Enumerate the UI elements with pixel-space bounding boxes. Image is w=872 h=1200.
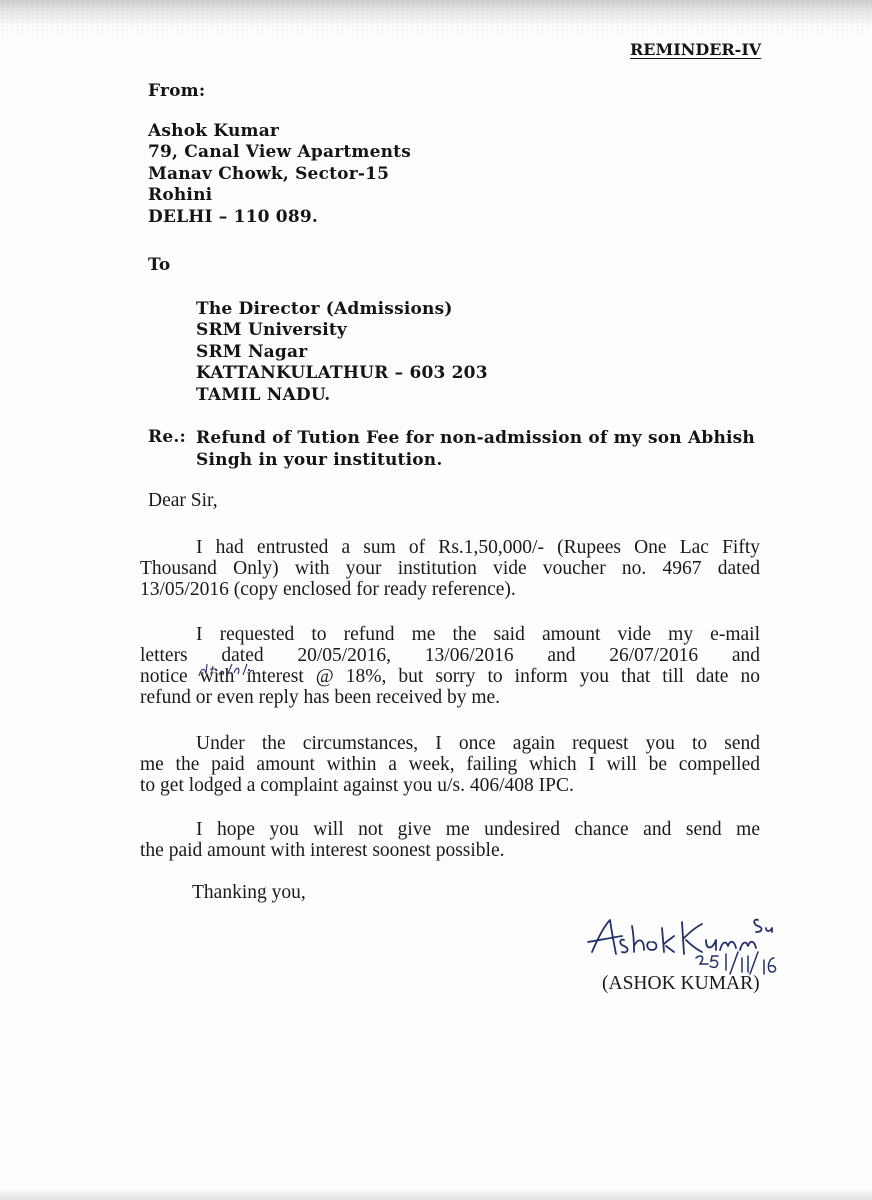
paragraph-line: notice with interest @ 18%, but sorry to inform you that till date no <box>140 666 760 687</box>
sender-line: DELHI – 110 089. <box>148 206 319 227</box>
paragraph-line: I hope you will not give me undesired chance and send me <box>196 819 760 840</box>
body-paragraph-3 <box>140 733 760 796</box>
reminder-heading: REMINDER-IV <box>630 40 762 59</box>
recipient-line: KATTANKULATHUR – 603 203 <box>196 363 488 384</box>
recipient-line: SRM University <box>196 320 347 341</box>
from-label: From: <box>148 81 206 101</box>
sender-line: 79, Canal View Apartments <box>148 142 411 163</box>
recipient-line: SRM Nagar <box>196 341 308 362</box>
closing: Thanking you, <box>192 882 306 903</box>
paragraph-line: I had entrusted a sum of Rs.1,50,000/- (Rupees One Lac Fifty <box>196 537 760 558</box>
recipient-address <box>196 299 488 406</box>
paragraph-line: 13/05/2016 (copy enclosed for ready reference). <box>140 579 516 600</box>
paragraph-line: Under the circumstances, I once again request you to send <box>196 733 760 754</box>
body-paragraph-4 <box>140 819 760 861</box>
recipient-line: TAMIL NADU. <box>196 384 331 405</box>
scan-noise <box>0 0 872 34</box>
sender-line: Ashok Kumar <box>148 121 280 141</box>
sender-line: Rohini <box>148 185 213 206</box>
scan-edge-bottom <box>0 1188 872 1200</box>
sender-line: Manav Chowk, Sector-15 <box>148 163 390 184</box>
paragraph-line: the paid amount with interest soonest possible. <box>140 840 505 861</box>
subject-text <box>196 427 755 471</box>
paragraph-line: to get lodged a complaint against you u/s. 406/408 IPC. <box>140 775 574 796</box>
sender-address <box>148 121 411 228</box>
paragraph-line: refund or even reply has been received by me. <box>140 687 501 708</box>
handwritten-signature <box>580 900 780 980</box>
paragraph-line: Thousand Only) with your institution vide voucher no. 4967 dated <box>140 558 760 579</box>
salutation: Dear Sir, <box>148 490 218 511</box>
paragraph-line: letters dated 20/05/2016, 13/06/2016 and 26/07/2016 and <box>140 645 760 666</box>
paragraph-line: I requested to refund me the said amount vide my e-mail <box>196 624 760 645</box>
signatory-name: (ASHOK KUMAR) <box>602 973 760 994</box>
subject-line: Singh in your institution. <box>196 450 443 470</box>
subject-line: Refund of Tution Fee for non-admission of my son Abhish <box>196 428 755 448</box>
to-label: To <box>148 255 171 275</box>
recipient-line: The Director (Admissions) <box>196 299 453 319</box>
handwritten-annotation <box>197 658 257 680</box>
paragraph-line: me the paid amount within a week, failing which I will be compelled <box>140 754 760 775</box>
subject-label: Re.: <box>148 427 186 447</box>
body-paragraph-1 <box>140 537 760 600</box>
